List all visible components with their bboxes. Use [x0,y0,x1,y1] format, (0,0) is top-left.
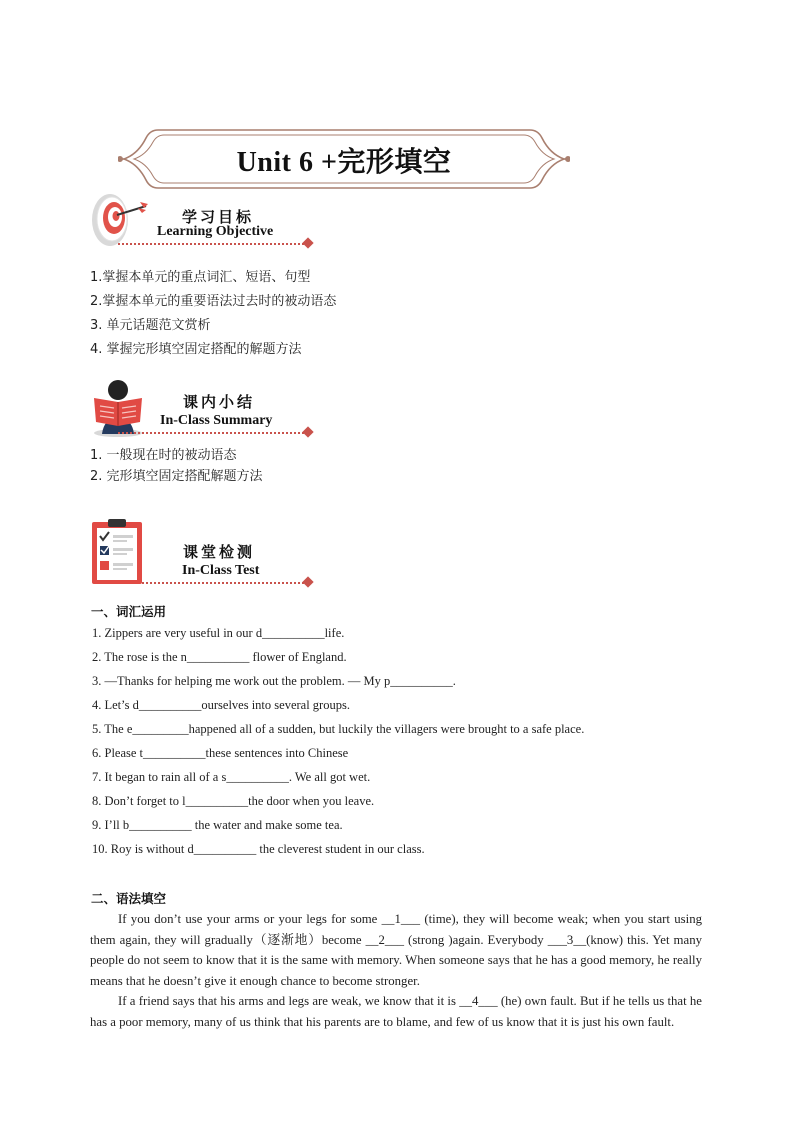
part-title: 一、词汇运用 [91,604,167,619]
diamond-marker [302,237,313,248]
passage-paragraph: If a friend says that his arms and legs are weak, we know that it is __4___ (he) own fault. But if he tells us that he has a poor memory, many of us think that his parents are to blame, and few of us know that it is just his own fault. [90,994,702,1029]
vocab-question: 4. Let’s d__________ourselves into several groups. [92,698,350,712]
vocab-question: 5. The e_________happened all of a sudden, but luckily the villagers were brought to a safe place. [92,722,585,736]
target-arrow-icon [88,186,150,248]
reading-person-icon [90,378,146,438]
grammar-passage [90,909,702,1032]
section-underline [118,243,304,245]
objective-item: 2.掌握本单元的重要语法过去时的被动语态 [90,294,337,309]
section-title-cn: 课内小结 [183,393,256,411]
vocab-question: 7. It began to rain all of a s__________. We all got wet. [92,770,371,784]
section-title-en: In-Class Summary [160,413,273,428]
diamond-marker [302,426,313,437]
vocab-question: 8. Don’t forget to l__________the door when you leave. [92,794,375,808]
objective-item: 1.掌握本单元的重点词汇、短语、句型 [90,270,311,285]
diamond-marker [302,576,313,587]
section-title-cn: 学习目标 [182,208,255,226]
vocab-question: 2. The rose is the n__________ flower of England. [92,650,347,664]
summary-item: 2. 完形填空固定搭配解题方法 [90,469,263,484]
section-title-en: Learning Objective [157,224,274,239]
vocab-question: 9. I’ll b__________ the water and make some tea. [92,818,343,832]
section-underline [118,432,304,434]
part-title: 二、语法填空 [91,891,167,906]
vocab-question: 10. Roy is without d__________ the cleverest student in our class. [92,842,425,856]
section-title-cn: 课堂检测 [183,543,256,561]
objective-item: 4. 掌握完形填空固定搭配的解题方法 [90,342,302,357]
vocab-question: 6. Please t__________these sentences into Chinese [92,746,349,760]
passage-paragraph: If you don’t use your arms or your legs for some __1___ (time), they will become weak; when you start using them again, they will gradually（逐渐地）become __2___ (strong )again. Everybody ___3__(know) this. Yet many people do not seem to know that it is the same with memory. When someone says that he has a good memory, he really means that he doesn’t give it enough chance to become stronger. [90,912,702,988]
clipboard-checklist-icon [90,518,144,586]
vocab-question: 1. Zippers are very useful in our d__________life. [92,626,345,640]
summary-item: 1. 一般现在时的被动语态 [90,448,237,463]
vocab-question: 3. —Thanks for helping me work out the problem. — My p__________. [92,674,456,688]
page-title: Unit 6 +完形填空 [236,147,452,178]
section-title-en: In-Class Test [182,563,260,578]
objective-item: 3. 单元话题范文赏析 [90,318,211,333]
section-underline [142,582,304,584]
